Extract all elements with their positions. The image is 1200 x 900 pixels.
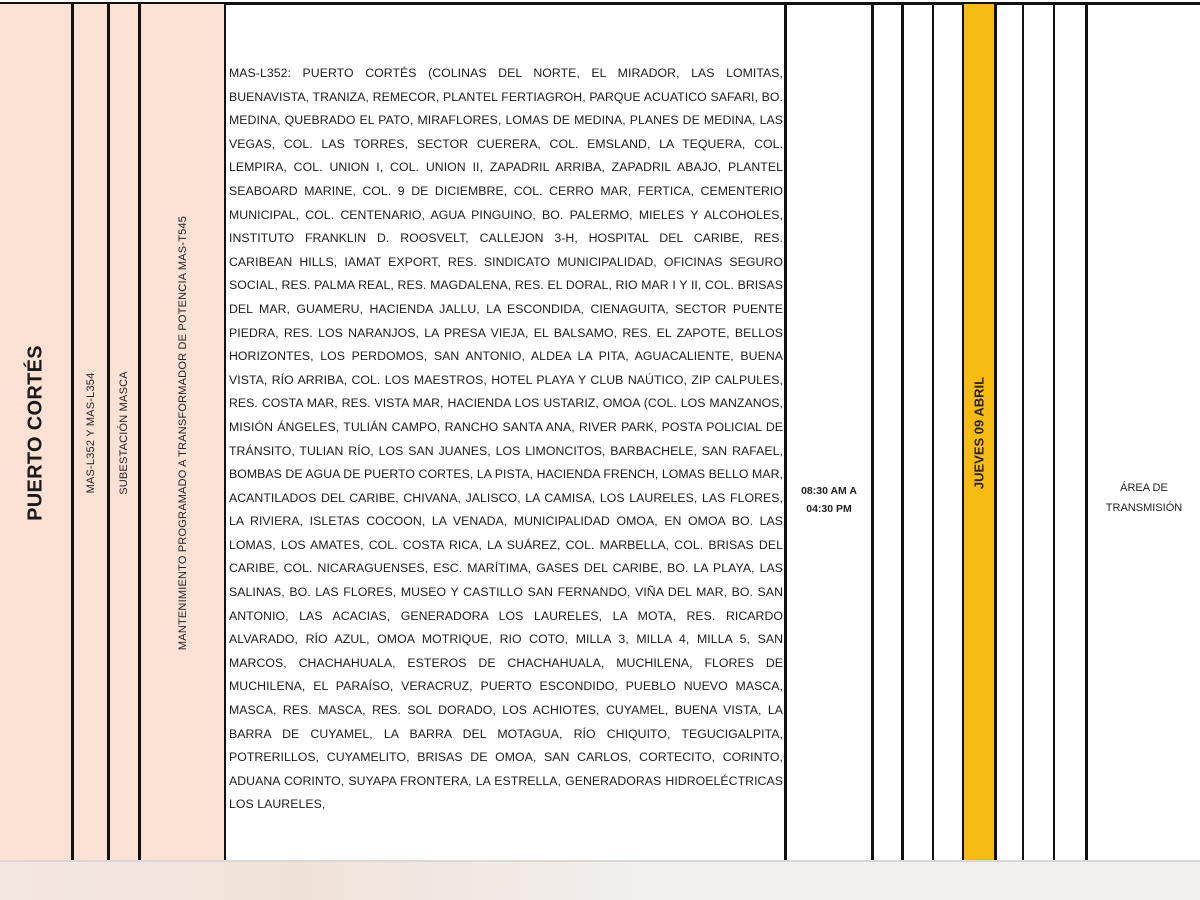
empty-cell xyxy=(1024,4,1053,862)
empty-cell xyxy=(934,4,962,862)
substation-cell xyxy=(110,4,138,862)
region-label: PUERTO CORTÉS xyxy=(24,345,46,521)
area-cell xyxy=(1088,4,1200,862)
empty-cell xyxy=(997,4,1022,862)
column-divider xyxy=(932,4,934,862)
responsible-area xyxy=(1090,478,1198,518)
column-divider xyxy=(784,4,787,862)
affected-areas-text: MAS-L352: PUERTO CORTÉS (COLINAS DEL NORTE, EL MIRADOR, LAS LOMITAS, BUENAVISTA, TRANIZA, REMECOR, PLANTEL FERTIAGROH, PARQUE ACUATICO SAFARI, BO. MEDINA, QUEBRADO EL PATO, MIRAFLORES, LOMAS DE MEDINA, PLANES DE MEDINA, LAS VEGAS, COL. LAS TORRES, SECTOR CUERERA, COL. EMSLAND, LA TEQUERA, COL. LEMPIRA, COL. UNION I, COL. UNION II, ZAPADRIL ARRIBA, ZAPADRIL ABAJO, PLANTEL SEABOARD MARINE, COL. 9 DE DICIEMBRE, COL. CERRO MAR, FERTICA, CEMENTERIO MUNICIPAL, COL. CENTENARIO, AGUA PINGUINO, BO. PALERMO, MIELES Y ALCOHOLES, INSTITUTO FRANKLIN D. ROOSVELT, CALLEJON 3-H, HOSPITAL DEL CARIBE, RES. CARIBEAN HILLS, IAMAT EXPORT, RES. SINDICATO MUNICIPALIDAD, OFICINAS SEGURO SOCIAL, RES. PALMA REAL, RES. MAGDALENA, RES. EL DORAL, RIO MAR I Y II, COL. BRISAS DEL MAR, GUAMERU, HACIENDA JALLU, LA ESCONDIDA, CIENAGUITA, SECTOR PUENTE PIEDRA, RES. LOS NARANJOS, LA PRESA VIEJA, EL BALSAMO, RES. EL ZAPOTE, BELLOS HORIZONTES, LOS PERDOMOS, SAN ANTONIO, ALDEA LA PITA, AGUACALIENTE, BUENA VISTA, RÍO ARRIBA, COL. LOS MAESTROS, HOTEL PLAYA Y CLUB NAÚTICO, ZIP CALPULES, RES. COSTA MAR, RES. VISTA MAR, HACIENDA LOS USTARIZ, OMOA (COL. LOS MANZANOS, MISIÓN ÁNGELES, TULIÁN CAMPO, RANCHO SANTA ANA, RIVER PARK, POSTA POLICIAL DE TRÁNSITO, TULIAN RÍO, LOS SAN JUANES, LOS LIMONCITOS, BARBACHELE, SAN RAFAEL, BOMBAS DE AGUA DE PUERTO CORTES, LA PISTA, HACIENDA FRENCH, LOMAS BELLO MAR, ACANTILADOS DEL CARIBE, CHIVANA, JALISCO, LA CAMISA, LOS LAURELES, LAS FLORES, LA RIVIERA, ISLETAS COCOON, LA VENADA, MUNICIPALIDAD OMOA, EN OMOA BO. LAS LOMAS, LOS AMATES, COL. COSTA RICA, LA SUÁREZ, COL. MARBELLA, COL. BRISAS DEL CARIBE, COL. NICARAGUENSES, ESC. MARÍTIMA, GASES DEL CARIBE, BO. LA PLAYA, LAS SALINAS, BO. LAS FLORES, MUSEO Y CASTILLO SAN FERNANDO, VIÑA DEL MAR, BO. SAN ANTONIO, LAS ACACIAS, GENERADORA LOS LAURELES, LA MOTA, RES. RICARDO ALVARADO, RÍO AZUL, OMOA MOTRIQUE, RIO COTO, MILLA 3, MILLA 4, MILLA 5, SAN MARCOS, CHACHAHUALA, ESTEROS DE CHACHAHUALA, MUCHILENA, FLORES DE MUCHILENA, EL PARAÍSO, VERACRUZ, PUERTO ESCONDIDO, PUEBLO NUEVO MASCA, MASCA, RES. MASCA, RES. SOL DORADO, LOS ACHIOTES, CUYAMEL, BUENA VISTA, LA BARRA DE CUYAMEL, LA BARRA DEL MOTAGUA, RÍO CHIQUITO, TEGUCIGALPITA, POTRERILLOS, CUYAMELITO, BRISAS DE OMOA, SAN CARLOS, CORTECITO, CORINTO, ADUANA CORINTO, SUYAPA FRONTERA, LA ESTRELLA, GENERADORAS HIDROELÉCTRICAS LOS LAURELES, xyxy=(229,66,783,812)
substation-label: SUBESTACIÓN MASCA xyxy=(118,371,130,495)
column-divider xyxy=(962,4,964,862)
column-divider xyxy=(871,4,874,862)
column-divider xyxy=(1022,4,1024,862)
circuits-label: MAS-L352 Y MAS-L354 xyxy=(84,372,97,494)
column-divider xyxy=(71,4,74,862)
time-end: 04:30 PM xyxy=(806,503,852,515)
column-divider xyxy=(107,4,110,862)
area-line-2: TRANSMISIÓN xyxy=(1105,502,1183,514)
circuits-cell xyxy=(74,4,107,862)
column-divider xyxy=(138,4,141,862)
column-divider xyxy=(224,4,226,862)
empty-cell xyxy=(874,4,901,862)
empty-cell xyxy=(1055,4,1085,862)
work-label: MANTENIMIENTO PROGRAMADO A TRANSFORMADOR DE POTENCIA MAS-T545 xyxy=(176,215,189,651)
empty-cell xyxy=(904,4,932,862)
area-line-1: ÁREA DE xyxy=(1120,482,1168,494)
column-divider xyxy=(1053,4,1055,862)
date-label: JUEVES 09 ABRIL xyxy=(971,376,987,490)
date-cell xyxy=(964,4,994,862)
time-range xyxy=(787,482,871,518)
time-cell xyxy=(787,4,871,862)
region-cell xyxy=(0,4,71,862)
time-start: 08:30 AM A xyxy=(801,485,857,497)
column-divider xyxy=(901,4,904,862)
work-cell xyxy=(141,4,224,862)
column-divider xyxy=(994,4,997,862)
column-divider xyxy=(1085,4,1088,862)
blurred-background-strip xyxy=(0,862,1200,900)
